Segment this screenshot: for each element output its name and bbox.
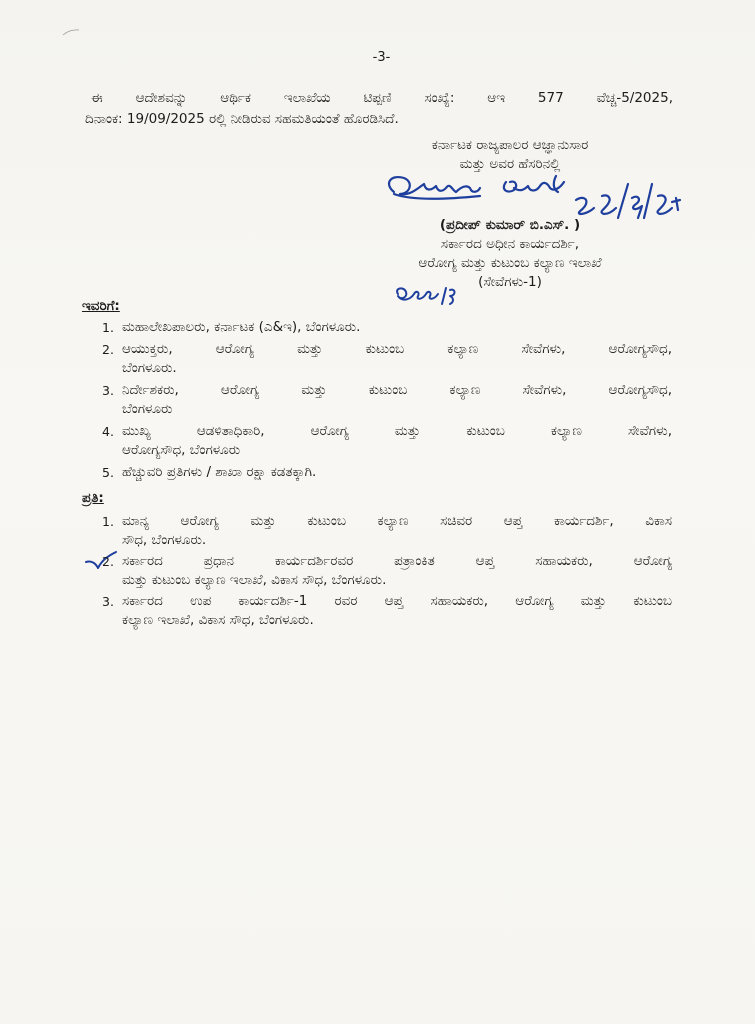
list-item-number: 2. <box>102 554 114 569</box>
signatory-name: (ಪ್ರದೀಪ್ ಕುಮಾರ್ ಬಿ.ಎಸ್. ) <box>439 217 581 233</box>
list-item-number: 1. <box>102 514 114 529</box>
list-item <box>92 422 672 460</box>
scan-speck-mark <box>62 28 80 36</box>
signatory-section: (ಸೇವೆಗಳು-1) <box>478 274 542 290</box>
list-item-text: ಹೆಚ್ಚುವರಿ ಪ್ರತಿಗಳು / ಶಾಖಾ ರಕ್ಷಾ ಕಡತಕ್ಕಾಗಿ. <box>122 464 317 480</box>
copies-list <box>92 512 672 630</box>
handwritten-signature <box>380 170 700 222</box>
list-item-text-continued: ಮತ್ತು ಕುಟುಂಬ ಕಲ್ಯಾಣ ಇಲಾಖೆ, ವಿಕಾಸ ಸೌಧ, ಬೆಂಗಳೂರು. <box>122 572 387 588</box>
list-item <box>92 318 672 337</box>
list-item <box>92 552 672 590</box>
list-item <box>92 381 672 419</box>
copies-heading: ಪ್ರತಿ: <box>82 490 104 506</box>
page-number: -3- <box>372 50 391 65</box>
list-item-number: 3. <box>102 594 114 609</box>
recipients-heading: ಇವರಿಗೆ: <box>82 298 120 314</box>
authority-line-2: ಮತ್ತು ಅವರ ಹೆಸರಿನಲ್ಲಿ <box>459 156 561 172</box>
list-item <box>92 463 672 482</box>
list-item-text: ಮುಖ್ಯ ಆಡಳಿತಾಧಿಕಾರಿ, ಆರೋಗ್ಯ ಮತ್ತು ಕುಟುಂಬ ಕಲ್ಯಾಣ ಸೇವೆಗಳು, <box>122 423 672 439</box>
list-item-text: ಮಾನ್ಯ ಆರೋಗ್ಯ ಮತ್ತು ಕುಟುಂಬ ಕಲ್ಯಾಣ ಸಚಿವರ ಆಪ್ತ ಕಾರ್ಯದರ್ಶಿ, ವಿಕಾಸ <box>122 513 672 529</box>
list-item <box>92 592 672 630</box>
list-item <box>92 340 672 378</box>
list-item-text-continued: ಬೆಂಗಳೂರು. <box>122 360 177 376</box>
list-item-text-continued: ಬೆಂಗಳೂರು <box>122 401 173 417</box>
list-item-text-continued: ಸೌಧ, ಬೆಂಗಳೂರು. <box>122 532 207 548</box>
order-paragraph-line-1: ಈ ಆದೇಶವನ್ನು ಆರ್ಥಿಕ ಇಲಾಖೆಯ ಟಿಪ್ಪಣಿ ಸಂಖ್ಯೆ: ಆಇ 577 ವೆಚ್ಚ-5/2025, <box>91 90 673 106</box>
list-item-text: ಸರ್ಕಾರದ ಉಪ ಕಾರ್ಯದರ್ಶಿ-1 ರವರ ಆಪ್ತ ಸಹಾಯಕರು, ಆರೋಗ್ಯ ಮತ್ತು ಕುಟುಂಬ <box>122 593 672 609</box>
list-item-number: 5. <box>102 465 114 480</box>
list-item-number: 3. <box>102 383 114 398</box>
list-item-text: ಮಹಾಲೇಖಪಾಲರು, ಕರ್ನಾಟಕ (ಎ&ಇ), ಬೆಂಗಳೂರು. <box>122 319 361 335</box>
authority-block <box>360 136 660 174</box>
order-paragraph-line-2: ದಿನಾಂಕ: 19/09/2025 ರಲ್ಲಿ ನೀಡಿರುವ ಸಹಮತಿಯಂತೆ ಹೊರಡಿಸಿದೆ. <box>85 111 399 127</box>
list-item-number: 4. <box>102 424 114 439</box>
signatory-block <box>360 216 660 292</box>
signatory-designation: ಸರ್ಕಾರದ ಅಧೀನ ಕಾರ್ಯದರ್ಶಿ, <box>440 236 580 252</box>
list-item-number: 1. <box>102 320 114 335</box>
list-item-text: ಆಯುಕ್ತರು, ಆರೋಗ್ಯ ಮತ್ತು ಕುಟುಂಬ ಕಲ್ಯಾಣ ಸೇವೆಗಳು, ಆರೋಗ್ಯಸೌಧ, <box>122 341 672 357</box>
order-paragraph <box>85 88 673 130</box>
authority-line-1: ಕರ್ನಾಟಕ ರಾಜ್ಯಪಾಲರ ಆಜ್ಞಾನುಸಾರ <box>431 137 589 153</box>
list-item-text-continued: ಆರೋಗ್ಯಸೌಧ, ಬೆಂಗಳೂರು <box>122 442 241 458</box>
recipients-list <box>92 318 672 482</box>
list-item-text: ಸರ್ಕಾರದ ಪ್ರಧಾನ ಕಾರ್ಯದರ್ಶಿರವರ ಪತ್ರಾಂಕಿತ ಆಪ್ತ ಸಹಾಯಕರು, ಆರೋಗ್ಯ <box>122 553 672 569</box>
handwritten-initials <box>392 284 462 306</box>
list-item-number: 2. <box>102 342 114 357</box>
signatory-department: ಆರೋಗ್ಯ ಮತ್ತು ಕುಟುಂಬ ಕಲ್ಯಾಣ ಇಲಾಖೆ <box>418 255 602 271</box>
list-item-text-continued: ಕಲ್ಯಾಣ ಇಲಾಖೆ, ವಿಕಾಸ ಸೌಧ, ಬೆಂಗಳೂರು. <box>122 612 314 628</box>
list-item <box>92 512 672 550</box>
list-item-text: ನಿರ್ದೇಶಕರು, ಆರೋಗ್ಯ ಮತ್ತು ಕುಟುಂಬ ಕಲ್ಯಾಣ ಸೇವೆಗಳು, ಆರೋಗ್ಯಸೌಧ, <box>122 382 672 398</box>
